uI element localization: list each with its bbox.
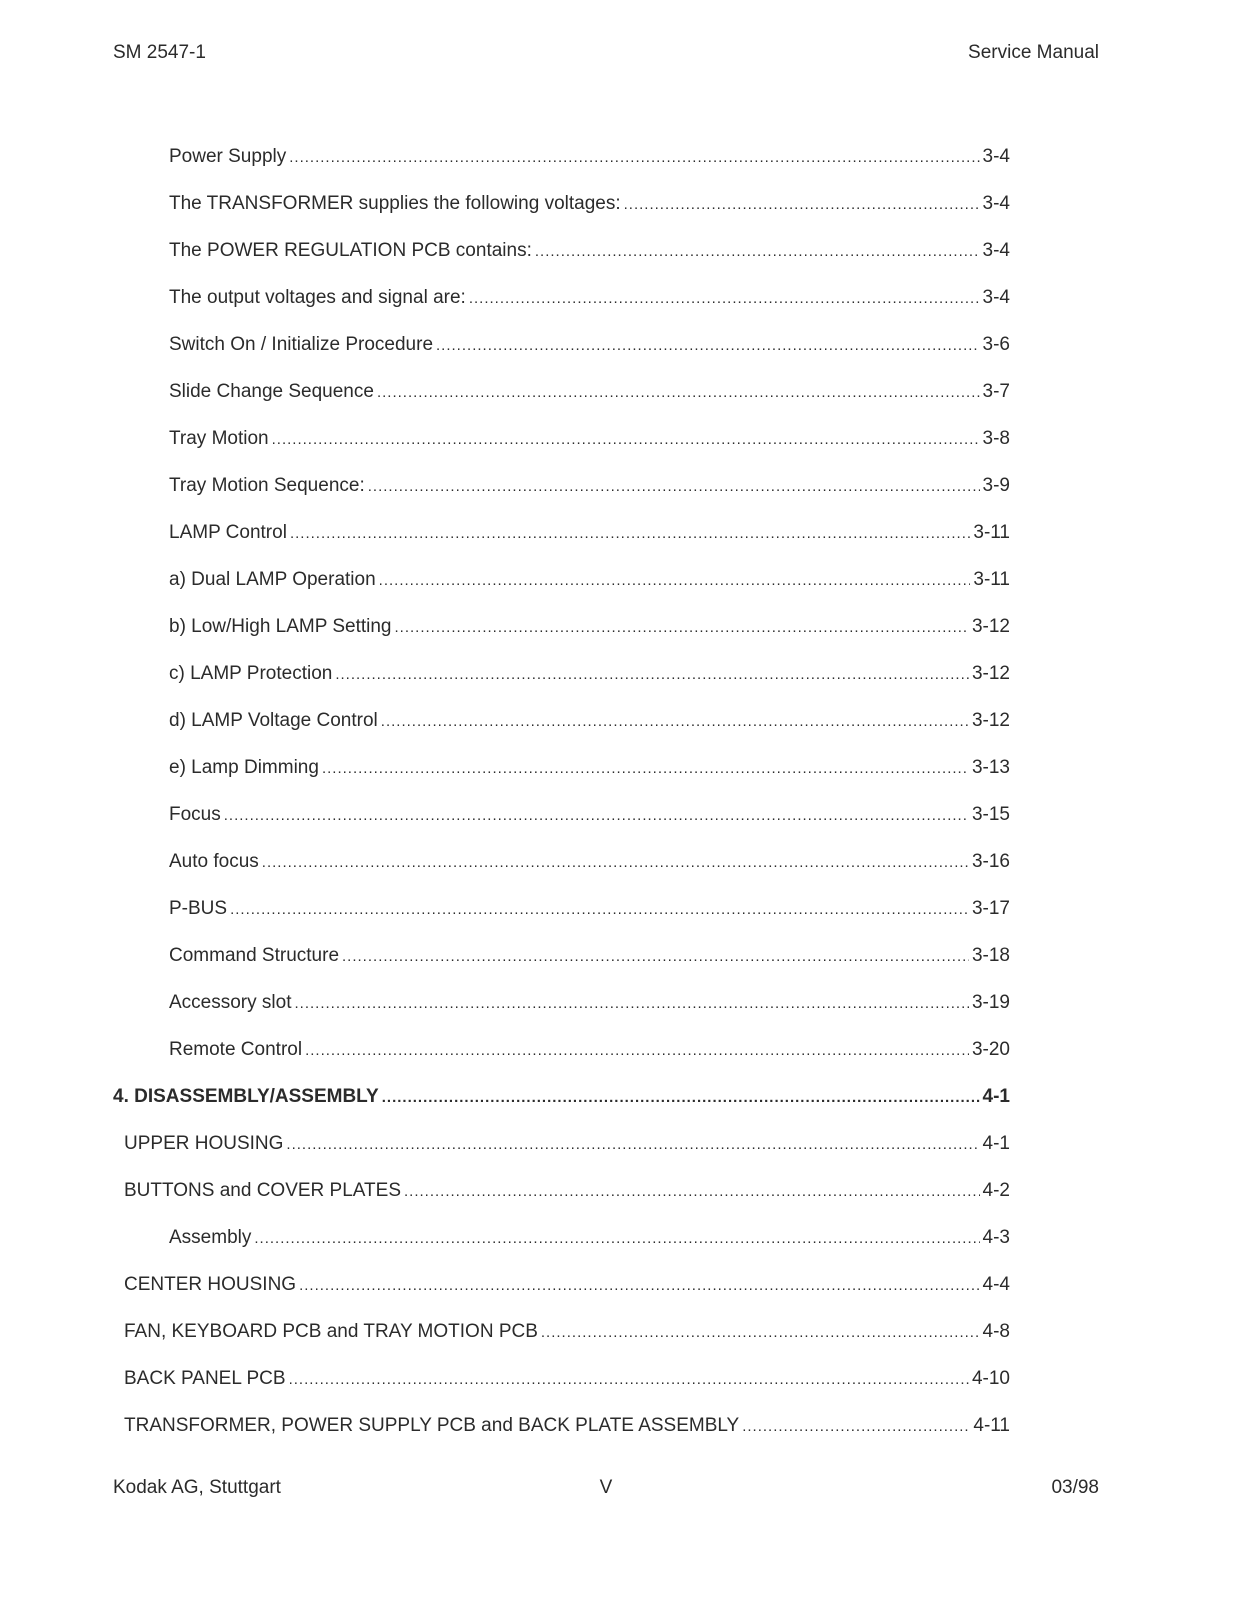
toc-entry[interactable] [0,462,1236,509]
toc-entry[interactable] [0,368,1236,415]
toc-entry[interactable] [0,415,1236,462]
toc-entry-title: Auto focus [169,850,259,872]
dot-leader [254,1230,979,1247]
toc-entry[interactable] [0,1402,1236,1449]
toc-entry-page: 3-4 [982,192,1010,214]
toc-entry-title: The output voltages and signal are: [169,286,466,308]
toc-entry-line [169,1039,1010,1061]
toc-entry-line [169,522,1010,544]
toc-entry[interactable] [0,1073,1236,1120]
toc-entry-line [124,1133,1010,1155]
toc-entry-page: 3-17 [971,897,1010,919]
dot-leader [305,1042,969,1059]
toc-entry[interactable] [0,744,1236,791]
toc-entry[interactable] [0,509,1236,556]
toc-entry[interactable] [0,979,1236,1026]
toc-entry-page: 3-7 [982,380,1010,402]
toc-entry-line [169,240,1010,262]
toc-entry-title: The TRANSFORMER supplies the following voltages: [169,192,621,214]
toc-entry-line [124,1321,1010,1343]
toc-entry-title: Remote Control [169,1038,303,1060]
dot-leader [535,243,980,260]
toc-entry[interactable] [0,274,1236,321]
toc-entry-line [169,945,1010,967]
document-type: Service Manual [968,42,1099,63]
toc-entry-line [169,710,1010,732]
company-name: Kodak AG, Stuttgart [113,1477,281,1498]
toc-entry[interactable] [0,1026,1236,1073]
toc-entry-title: Assembly [169,1226,252,1248]
dot-leader [377,384,980,401]
toc-entry-page: 3-15 [971,803,1010,825]
revision-date: 03/98 [1051,1477,1099,1498]
toc-entry-page: 3-11 [973,568,1010,590]
toc-entry[interactable] [0,932,1236,979]
toc-entry-title: a) Dual LAMP Operation [169,568,376,590]
toc-entry-page: 3-4 [982,145,1010,167]
toc-entry[interactable] [0,1308,1236,1355]
toc-entry[interactable] [0,180,1236,227]
dot-leader [289,1371,969,1388]
toc-entry[interactable] [0,227,1236,274]
toc-entry[interactable] [0,556,1236,603]
toc-entry[interactable] [0,838,1236,885]
toc-entry-page: 3-12 [971,615,1010,637]
toc-entry-line [169,757,1010,779]
toc-entry-line [169,1227,1010,1249]
dot-leader [395,619,969,636]
toc-entry-page: 3-18 [971,944,1010,966]
toc-entry-page: 4-10 [971,1367,1010,1389]
toc-entry-page: 3-20 [971,1038,1010,1060]
toc-entry-page: 4-2 [982,1179,1010,1201]
page-number: V [599,1477,613,1498]
toc-entry-line [124,1274,1010,1296]
toc-entry[interactable] [0,885,1236,932]
toc-entry-line [169,898,1010,920]
toc-entry-title: Command Structure [169,944,340,966]
toc-entry-page: 3-13 [971,756,1010,778]
toc-entry-line [169,287,1010,309]
dot-leader [322,760,969,777]
toc-entry-page: 4-3 [982,1226,1010,1248]
toc-entry-line [169,334,1010,356]
toc-entry-title: TRANSFORMER, POWER SUPPLY PCB and BACK PLATE ASSEMBLY [124,1414,740,1436]
toc-entry-page: 3-12 [971,709,1010,731]
toc-entry-page: 3-12 [971,662,1010,684]
toc-entry-title: Accessory slot [169,991,292,1013]
dot-leader [541,1324,980,1341]
toc-entry-title: LAMP Control [169,521,287,543]
toc-entry-page: 3-19 [971,991,1010,1013]
toc-entry-title: Tray Motion Sequence: [169,474,365,496]
toc-entry-line [124,1368,1010,1390]
toc-entry-title: Slide Change Sequence [169,380,374,402]
toc-entry-page: 3-9 [982,474,1010,496]
toc-entry-line [169,146,1010,168]
toc-entry-title: e) Lamp Dimming [169,756,319,778]
toc-entry-page: 4-4 [982,1273,1010,1295]
toc-entry-title: Switch On / Initialize Procedure [169,333,434,355]
toc-entry[interactable] [0,133,1236,180]
toc-entry-line [124,1180,1010,1202]
toc-entry-page: 3-11 [973,521,1010,543]
toc-entry-title: Focus [169,803,221,825]
toc-entry[interactable] [0,321,1236,368]
toc-entry-line [169,992,1010,1014]
dot-leader [272,431,980,448]
toc-entry-page: 4-8 [982,1320,1010,1342]
toc-entry[interactable] [0,1355,1236,1402]
toc-entry-title: BACK PANEL PCB [124,1367,286,1389]
toc-entry-title: CENTER HOUSING [124,1273,297,1295]
toc-entry[interactable] [0,1214,1236,1261]
toc-entry-title: The POWER REGULATION PCB contains: [169,239,532,261]
toc-entry-line [169,804,1010,826]
toc-entry[interactable] [0,603,1236,650]
toc-entry[interactable] [0,650,1236,697]
toc-entry[interactable] [0,791,1236,838]
dot-leader [299,1277,979,1294]
dot-leader [469,290,980,307]
toc-entry-line [113,1086,1010,1108]
table-of-contents [0,133,1236,1449]
toc-entry[interactable] [0,697,1236,744]
toc-entry-page: 3-4 [982,286,1010,308]
dot-leader [624,196,980,213]
dot-leader [382,1089,980,1106]
page-footer [113,1477,1099,1503]
toc-entry-line [169,193,1010,215]
toc-entry-page: 3-4 [982,239,1010,261]
dot-leader [230,901,969,918]
dot-leader [290,525,970,542]
dot-leader [404,1183,980,1200]
dot-leader [436,337,980,354]
toc-entry-page: 3-16 [971,850,1010,872]
toc-entry-page: 3-8 [982,427,1010,449]
dot-leader [286,1136,979,1153]
toc-entry-page: 4-1 [982,1132,1010,1154]
toc-entry-title: P-BUS [169,897,228,919]
toc-entry-title: FAN, KEYBOARD PCB and TRAY MOTION PCB [124,1320,538,1342]
toc-entry-title: BUTTONS and COVER PLATES [124,1179,401,1201]
dot-leader [262,854,969,871]
dot-leader [379,572,971,589]
dot-leader [335,666,969,683]
dot-leader [368,478,980,495]
toc-entry-page: 4-1 [982,1085,1010,1107]
toc-entry[interactable] [0,1167,1236,1214]
dot-leader [224,807,969,824]
toc-entry-title: 4. DISASSEMBLY/ASSEMBLY [113,1085,379,1107]
toc-entry-line [169,428,1010,450]
toc-entry-title: d) LAMP Voltage Control [169,709,378,731]
toc-entry-line [169,616,1010,638]
page-header [113,42,1099,68]
dot-leader [381,713,969,730]
toc-entry-line [169,851,1010,873]
toc-entry-page: 3-6 [982,333,1010,355]
toc-entry-line [169,381,1010,403]
toc-entry[interactable] [0,1120,1236,1167]
dot-leader [294,995,968,1012]
document-number: SM 2547-1 [113,42,206,63]
toc-entry[interactable] [0,1261,1236,1308]
toc-entry-title: UPPER HOUSING [124,1132,284,1154]
toc-entry-title: c) LAMP Protection [169,662,333,684]
dot-leader [289,149,979,166]
toc-entry-line [169,569,1010,591]
toc-entry-line [169,663,1010,685]
toc-entry-line [169,475,1010,497]
toc-entry-title: Power Supply [169,145,287,167]
dot-leader [342,948,969,965]
toc-entry-page: 4-11 [973,1414,1010,1436]
toc-entry-title: Tray Motion [169,427,269,449]
toc-entry-line [124,1415,1010,1437]
dot-leader [742,1418,970,1435]
toc-entry-title: b) Low/High LAMP Setting [169,615,392,637]
